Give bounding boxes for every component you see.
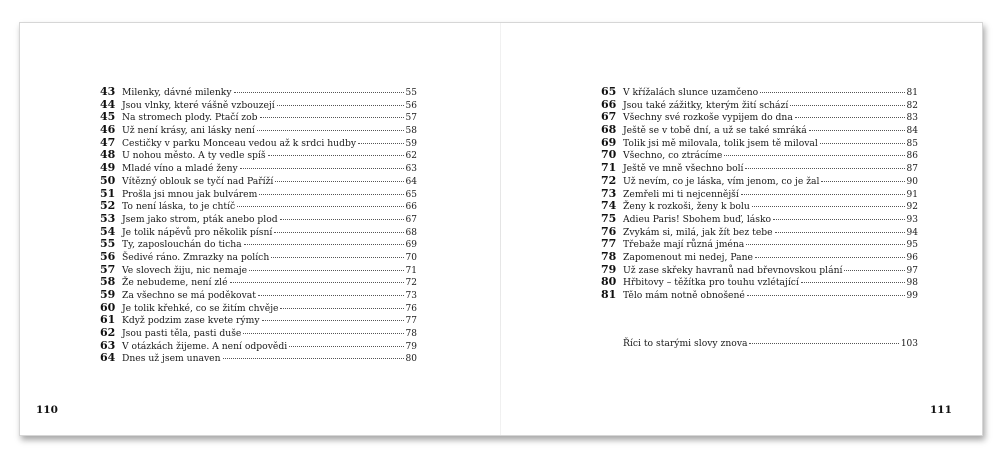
toc-entry-number: 60	[100, 300, 116, 314]
toc-entry-page: 99	[906, 291, 918, 301]
toc-entry-page: 69	[405, 240, 417, 251]
toc-entry	[601, 276, 918, 289]
toc-entry-page: 93	[906, 214, 918, 225]
toc-entry-number: 69	[601, 135, 617, 149]
dot-leader	[745, 168, 904, 169]
toc-entry-title: Říci to starými slovy znova	[623, 338, 748, 349]
toc-entry-page: 82	[906, 100, 918, 111]
toc-entry-title: Milenky, dávné milenky	[122, 87, 232, 98]
dot-leader	[230, 282, 404, 283]
page-number-right: 111	[930, 404, 952, 416]
toc-entry-number: 57	[100, 262, 116, 276]
toc-entry-page: 67	[405, 214, 417, 225]
toc-entry-page: 65	[405, 189, 417, 200]
toc-entry-page: 92	[906, 202, 918, 213]
toc-entry-page: 86	[906, 151, 918, 162]
toc-entry	[100, 276, 417, 289]
page-number-left: 110	[36, 404, 58, 416]
toc-entry-title: U nohou město. A ty vedle spíš	[122, 150, 266, 162]
toc-entry-page: 83	[906, 113, 918, 124]
toc-entry-title: Zapomenout mi nedej, Pane	[623, 251, 753, 263]
toc-entry-title: Hřbitovy – těžítka pro touhu vzlétající	[623, 277, 799, 289]
toc-entry	[601, 162, 918, 175]
toc-entry-title: Jsem jako strom, pták anebo plod	[122, 213, 278, 225]
toc-entry	[601, 238, 918, 251]
toc-entry-title: Všechno, co ztrácíme	[623, 150, 723, 162]
dot-leader	[262, 320, 404, 321]
dot-leader	[277, 105, 404, 106]
toc-entry	[100, 162, 417, 175]
toc-entry-number: 72	[601, 173, 617, 187]
toc-entry-number: 51	[100, 186, 116, 200]
toc-entry	[601, 200, 918, 213]
toc-entry-number: 68	[601, 123, 617, 137]
toc-entry	[100, 251, 417, 264]
toc-entry	[100, 213, 417, 226]
dot-leader	[244, 244, 404, 245]
toc-entry-page: 63	[405, 164, 417, 175]
toc-entry-page: 73	[405, 291, 417, 301]
toc-entry	[100, 314, 417, 327]
toc-entry	[100, 226, 417, 239]
toc-entry-title: Už není krásy, ani lásky není	[122, 125, 255, 137]
toc-entry-number: 53	[100, 211, 116, 225]
dot-leader	[280, 219, 404, 220]
dot-leader	[746, 244, 904, 245]
dot-leader	[249, 270, 403, 271]
toc-entry-number: 61	[100, 313, 116, 327]
toc-entry-page: 78	[405, 329, 417, 340]
toc-entry	[100, 149, 417, 162]
toc-entry	[100, 111, 417, 124]
dot-leader	[223, 358, 404, 359]
toc-entry-number: 52	[100, 199, 116, 213]
toc-entry-title: Ty, zaposlouchán do ticha	[122, 239, 242, 251]
toc-entry-title: Zemřeli mi ti nejcennější	[623, 188, 739, 200]
toc-entry-page: 103	[900, 339, 918, 349]
toc-entry-title: Na stromech plody. Ptačí zob	[122, 112, 258, 124]
dot-leader	[820, 143, 905, 144]
dot-leader	[773, 219, 904, 220]
toc-entry-title: Je tolik nápěvů pro několik písní	[122, 226, 273, 238]
toc-entry-page: 66	[405, 202, 417, 213]
toc-entry-title: Adieu Paris! Sbohem buď, lásko	[623, 213, 772, 225]
toc-entry-title: Šedivé ráno. Zmrazky na polích	[122, 251, 270, 263]
toc-entry-title: Tolik jsi mě milovala, tolik jsem tě miloval	[623, 137, 818, 149]
dot-leader	[844, 270, 904, 271]
dot-leader	[809, 130, 905, 131]
toc-entry-number: 50	[100, 173, 116, 187]
toc-entry	[601, 86, 918, 99]
dot-leader	[257, 130, 404, 131]
toc-entry-title: Třebaže mají různá jména	[623, 239, 745, 251]
toc-entry-page: 56	[405, 100, 417, 111]
dot-leader	[268, 155, 404, 156]
toc-entry-title: Všechny své rozkoše vypijem do dna	[623, 112, 793, 124]
toc-entry	[100, 175, 417, 188]
dot-leader	[243, 333, 403, 334]
toc-entry-page: 95	[906, 240, 918, 251]
toc-entry-number: 71	[601, 161, 617, 175]
dot-leader	[775, 232, 905, 233]
toc-entry	[601, 137, 918, 150]
toc-entry-number: 55	[100, 237, 116, 251]
toc-entry-number: 70	[601, 148, 617, 162]
toc-entry-number: 74	[601, 199, 617, 213]
dot-leader	[760, 92, 904, 93]
toc-entry-number: 46	[100, 123, 116, 137]
toc-entry-title: Jsou také zážitky, kterým žití schází	[623, 99, 789, 111]
dot-leader	[752, 206, 905, 207]
toc-entry-page: 79	[405, 341, 417, 352]
toc-extra-list	[601, 338, 918, 351]
toc-entry-title: V otázkách žijeme. A není odpovědi	[122, 340, 288, 352]
toc-entry-number: 81	[601, 288, 617, 301]
toc-entry	[100, 99, 417, 112]
toc-entry	[601, 213, 918, 226]
toc-entry-title: V křížalách slunce uzamčeno	[623, 87, 759, 98]
toc-entry-number: 54	[100, 224, 116, 238]
toc-entry-title: Dnes už jsem unaven	[122, 353, 221, 365]
toc-entry-title: Když podzim zase kvete rýmy	[122, 315, 260, 327]
toc-entry-page: 71	[405, 265, 417, 276]
toc-entry-number: 67	[601, 110, 617, 124]
toc-entry-number: 59	[100, 288, 116, 301]
toc-entry-page: 57	[405, 113, 417, 124]
toc-entry-title: Je tolik křehké, co se žitím chvěje	[122, 302, 279, 314]
dot-leader	[234, 92, 404, 93]
dot-leader	[747, 295, 905, 296]
toc-entry-page: 98	[906, 278, 918, 289]
toc-entry-title: Ještě se v tobě dní, a už se také smráká	[623, 125, 807, 137]
toc-entry-page: 58	[405, 126, 417, 137]
toc-list-left	[100, 86, 417, 365]
toc-entry	[601, 99, 918, 112]
toc-entry-title: Jsou vlnky, které vášně vzbouzejí	[122, 99, 275, 111]
toc-entry-title: Zvykám si, milá, jak žít bez tebe	[623, 226, 773, 238]
toc-entry	[100, 340, 417, 353]
right-page	[501, 23, 982, 435]
dot-leader	[821, 181, 904, 182]
toc-entry-title: Tělo mám notně obnošené	[623, 290, 745, 301]
toc-entry	[100, 137, 417, 150]
toc-entry-page: 72	[405, 278, 417, 289]
dot-leader	[260, 117, 404, 118]
toc-entry	[100, 289, 417, 302]
toc-entry-number: 49	[100, 161, 116, 175]
dot-leader	[289, 346, 403, 347]
toc-entry	[100, 86, 417, 99]
dot-leader	[724, 155, 904, 156]
toc-entry-title: Už nevím, co je láska, vím jenom, co je žal	[623, 175, 820, 187]
toc-entry	[601, 251, 918, 264]
toc-entry-page: 91	[906, 189, 918, 200]
toc-entry-number: 73	[601, 186, 617, 200]
dot-leader	[274, 232, 403, 233]
dot-leader	[749, 343, 898, 344]
dot-leader	[271, 257, 403, 258]
toc-entry-title: Ženy k rozkoši, ženy k bolu	[623, 201, 750, 213]
toc-entry-title: Ještě ve mně všechno bolí	[623, 163, 744, 175]
toc-entry-page: 76	[405, 303, 417, 314]
toc-entry-number: 43	[100, 85, 116, 98]
toc-entry-title: To není láska, to je chtíč	[122, 201, 236, 213]
toc-entry	[601, 188, 918, 201]
toc-entry-title: Že nebudeme, není zlé	[122, 277, 228, 289]
toc-entry-number: 58	[100, 275, 116, 289]
toc-entry-number: 66	[601, 97, 617, 111]
toc-entry-page: 62	[405, 151, 417, 162]
toc-entry-title: Vítězný oblouk se tyčí nad Paříží	[122, 175, 274, 187]
toc-entry-title: Mladé víno a mladé ženy	[122, 163, 238, 175]
toc-entry	[601, 124, 918, 137]
toc-entry	[601, 264, 918, 277]
dot-leader	[795, 117, 905, 118]
dot-leader	[258, 295, 404, 296]
dot-leader	[275, 181, 403, 182]
dot-leader	[240, 168, 404, 169]
toc-entry	[601, 289, 918, 302]
toc-entry	[100, 352, 417, 365]
toc-entry-page: 64	[405, 176, 417, 187]
book-spread	[19, 22, 983, 436]
toc-entry-title: Prošla jsi mnou jak bulvárem	[122, 188, 258, 200]
dot-leader	[358, 143, 404, 144]
toc-entry-page: 94	[906, 227, 918, 238]
toc-entry-title: Jsou pasti těla, pasti duše	[122, 328, 242, 340]
toc-entry	[100, 302, 417, 315]
toc-entry-number: 80	[601, 275, 617, 289]
toc-entry-page: 68	[405, 227, 417, 238]
toc-entry-page: 80	[405, 354, 417, 365]
toc-entry-number: 48	[100, 148, 116, 162]
toc-entry	[100, 188, 417, 201]
toc-entry-page: 87	[906, 164, 918, 175]
toc-entry-number: 76	[601, 224, 617, 238]
toc-entry-number: 63	[100, 338, 116, 352]
toc-entry-page: 85	[906, 138, 918, 149]
toc-entry-page: 55	[405, 88, 417, 98]
toc-entry-title: Cestičky v parku Monceau vedou až k srdci hudby	[122, 137, 357, 149]
toc-entry-page: 59	[405, 138, 417, 149]
toc-entry-number: 65	[601, 85, 617, 98]
toc-entry-number: 47	[100, 135, 116, 149]
toc-entry	[601, 226, 918, 239]
toc-entry-number: 64	[100, 351, 116, 365]
toc-entry	[601, 149, 918, 162]
toc-entry-number: 56	[100, 249, 116, 263]
toc-entry	[100, 264, 417, 277]
toc-entry-page: 96	[906, 252, 918, 263]
toc-entry-number: 62	[100, 326, 116, 340]
toc-entry	[100, 124, 417, 137]
dot-leader	[741, 194, 905, 195]
toc-entry-number: 77	[601, 237, 617, 251]
toc-entry-number: 44	[100, 97, 116, 111]
dot-leader	[237, 206, 403, 207]
toc-entry	[100, 238, 417, 251]
dot-leader	[801, 282, 905, 283]
toc-list-right	[601, 86, 918, 302]
toc-entry-number: 45	[100, 110, 116, 124]
toc-entry-number: 75	[601, 211, 617, 225]
dot-leader	[259, 194, 403, 195]
toc-entry	[601, 111, 918, 124]
dot-leader	[280, 308, 403, 309]
toc-entry	[100, 200, 417, 213]
toc-entry-title: Už zase skřeky havranů nad břevnovskou plání	[623, 264, 843, 276]
toc-entry	[100, 327, 417, 340]
toc-entry-page: 70	[405, 252, 417, 263]
dot-leader	[790, 105, 904, 106]
toc-entry-page: 90	[906, 176, 918, 187]
toc-entry-page: 81	[906, 88, 918, 98]
toc-entry	[601, 175, 918, 188]
toc-entry-title: Za všechno se má poděkovat	[122, 290, 256, 301]
toc-entry-number: 78	[601, 249, 617, 263]
left-page	[20, 23, 500, 435]
toc-entry-title: Ve slovech žiju, nic nemaje	[122, 264, 248, 276]
toc-entry-page: 77	[405, 316, 417, 327]
dot-leader	[755, 257, 905, 258]
toc-entry-extra	[601, 338, 918, 351]
toc-entry-number: 79	[601, 262, 617, 276]
toc-entry-page: 97	[906, 265, 918, 276]
toc-entry-page: 84	[906, 126, 918, 137]
